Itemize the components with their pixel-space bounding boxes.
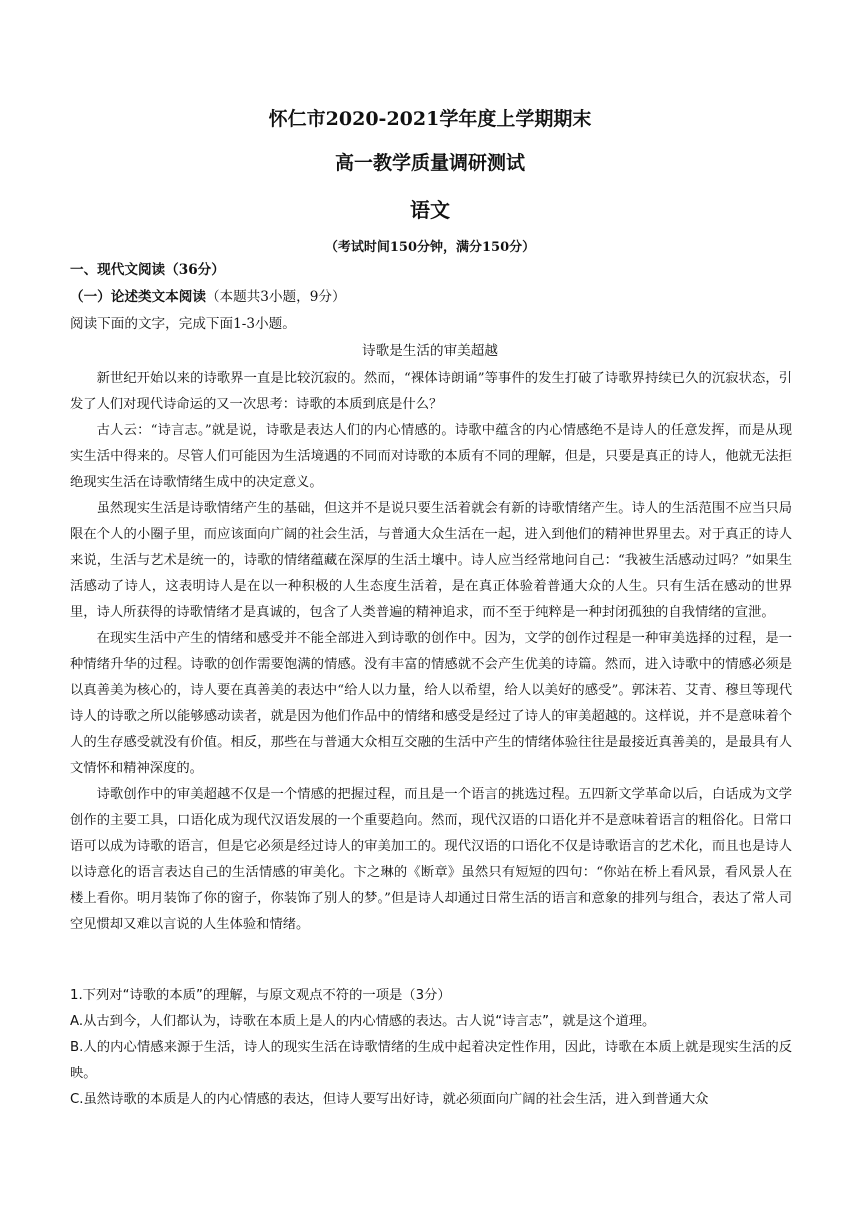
subsection-heading-bold: （一）论述类文本阅读 bbox=[70, 289, 206, 305]
subsection-heading bbox=[70, 285, 346, 305]
question-option-b: B.人的内心情感来源于生活，诗人的现实生活在诗歌情绪的生成中起着决定性作用，因此，诗歌在本质上就是现实生活的反映。 bbox=[70, 1040, 792, 1081]
article-body bbox=[70, 366, 792, 938]
exam-info: （考试时间150分钟，满分150分） bbox=[324, 240, 536, 255]
reading-instruction: 阅读下面的文字，完成下面1-3小题。 bbox=[70, 316, 296, 332]
question-option-a: A.从古到今，人们都认为，诗歌在本质上是人的内心情感的表达。古人说“诗言志”，就是这个道理。 bbox=[70, 1014, 656, 1029]
article-paragraph: 在现实生活中产生的情绪和感受并不能全部进入到诗歌的创作中。因为，文学的创作过程是一种审美选择的过程，是一种情绪升华的过程。诗歌的创作需要饱满的情感。没有丰富的情感就不会产生优美的诗篇。然而，进入诗歌中的情感必须是以真善美为核心的，诗人要在真善美的表达中“给人以力量，给人以希望，给人以美好的感受”。郭沫若、艾青、穆旦等现代诗人的诗歌之所以能够感动读者，就是因为他们作品中的情绪和感受是经过了诗人的审美超越的。这样说，并不是意味着个人的生存感受就没有价值。相反，那些在与普通大众相互交融的生活中产生的情绪体验往往是最接近真善美的，是最具有人文情怀和精神深度的。 bbox=[70, 631, 792, 776]
section-heading: 一、现代文阅读（36分） bbox=[70, 262, 225, 278]
article-paragraph: 古人云：“诗言志。”就是说，诗歌是表达人们的内心情感的。诗歌中蕴含的内心情感绝不是诗人的任意发挥，而是从现实生活中得来的。尽管人们可能因为生活境遇的不同而对诗歌的本质有不同的理解，但是，只要是真正的诗人，他就无法拒绝现实生活在诗歌情绪生成中的决定意义。 bbox=[70, 423, 792, 490]
exam-subject: 语文 bbox=[410, 198, 450, 222]
question-option-c: C.虽然诗歌的本质是人的内心情感的表达，但诗人要写出好诗，就必须面向广阔的社会生活，进入到普通大众 bbox=[70, 1092, 709, 1107]
exam-title-line2: 高一教学质量调研测试 bbox=[334, 152, 525, 174]
article-paragraph: 新世纪开始以来的诗歌界一直是比较沉寂的。然而，“裸体诗朗诵”等事件的发生打破了诗歌界持续已久的沉寂状态，引发了人们对现代诗命运的又一次思考：诗歌的本质到底是什么？ bbox=[70, 371, 792, 412]
subsection-heading-note: （本题共3小题，9分） bbox=[205, 289, 346, 305]
article-paragraph: 诗歌创作中的审美超越不仅是一个情感的把握过程，而且是一个语言的挑选过程。五四新文学革命以后，白话成为文学创作的主要工具，口语化成为现代汉语发展的一个重要趋向。然而，现代汉语的口语化并不是意味着语言的粗俗化。日常口语可以成为诗歌的语言，但是它必须是经过诗人的审美加工的。现代汉语的口语化不仅是诗歌语言的艺术化，而且也是诗人以诗意化的语言表达自己的生活情感的审美化。卞之琳的《断章》虽然只有短短的四句：“你站在桥上看风景，看风景人在楼上看你。明月装饰了你的窗子，你装饰了别人的梦。”但是诗人却通过日常生活的语言和意象的排列与组合，表达了常人司空见惯却又难以言说的人生体验和情绪。 bbox=[70, 787, 792, 932]
question-stem: 1.下列对“诗歌的本质”的理解，与原文观点不符的一项是（3分） bbox=[70, 988, 451, 1003]
question-1 bbox=[70, 983, 792, 1113]
article-title: 诗歌是生活的审美超越 bbox=[362, 343, 498, 359]
exam-title-line1: 怀仁市2020-2021学年度上学期期末 bbox=[268, 108, 592, 130]
article-paragraph: 虽然现实生活是诗歌情绪产生的基础，但这并不是说只要生活着就会有新的诗歌情绪产生。诗人的生活范围不应当只局限在个人的小圈子里，而应该面向广阔的社会生活，与普通大众生活在一起，进入到他们的精神世界里去。对于真正的诗人来说，生活与艺术是统一的，诗歌的情绪蕴藏在深厚的生活土壤中。诗人应当经常地问自己：“我被生活感动过吗？”如果生活感动了诗人，这表明诗人是在以一种积极的人生态度生活着，是在真正体验着普通大众的人生。只有生活在感动的世界里，诗人所获得的诗歌情绪才是真诚的，包含了人类普遍的精神追求，而不至于纯粹是一种封闭孤独的自我情绪的宣泄。 bbox=[70, 501, 792, 620]
